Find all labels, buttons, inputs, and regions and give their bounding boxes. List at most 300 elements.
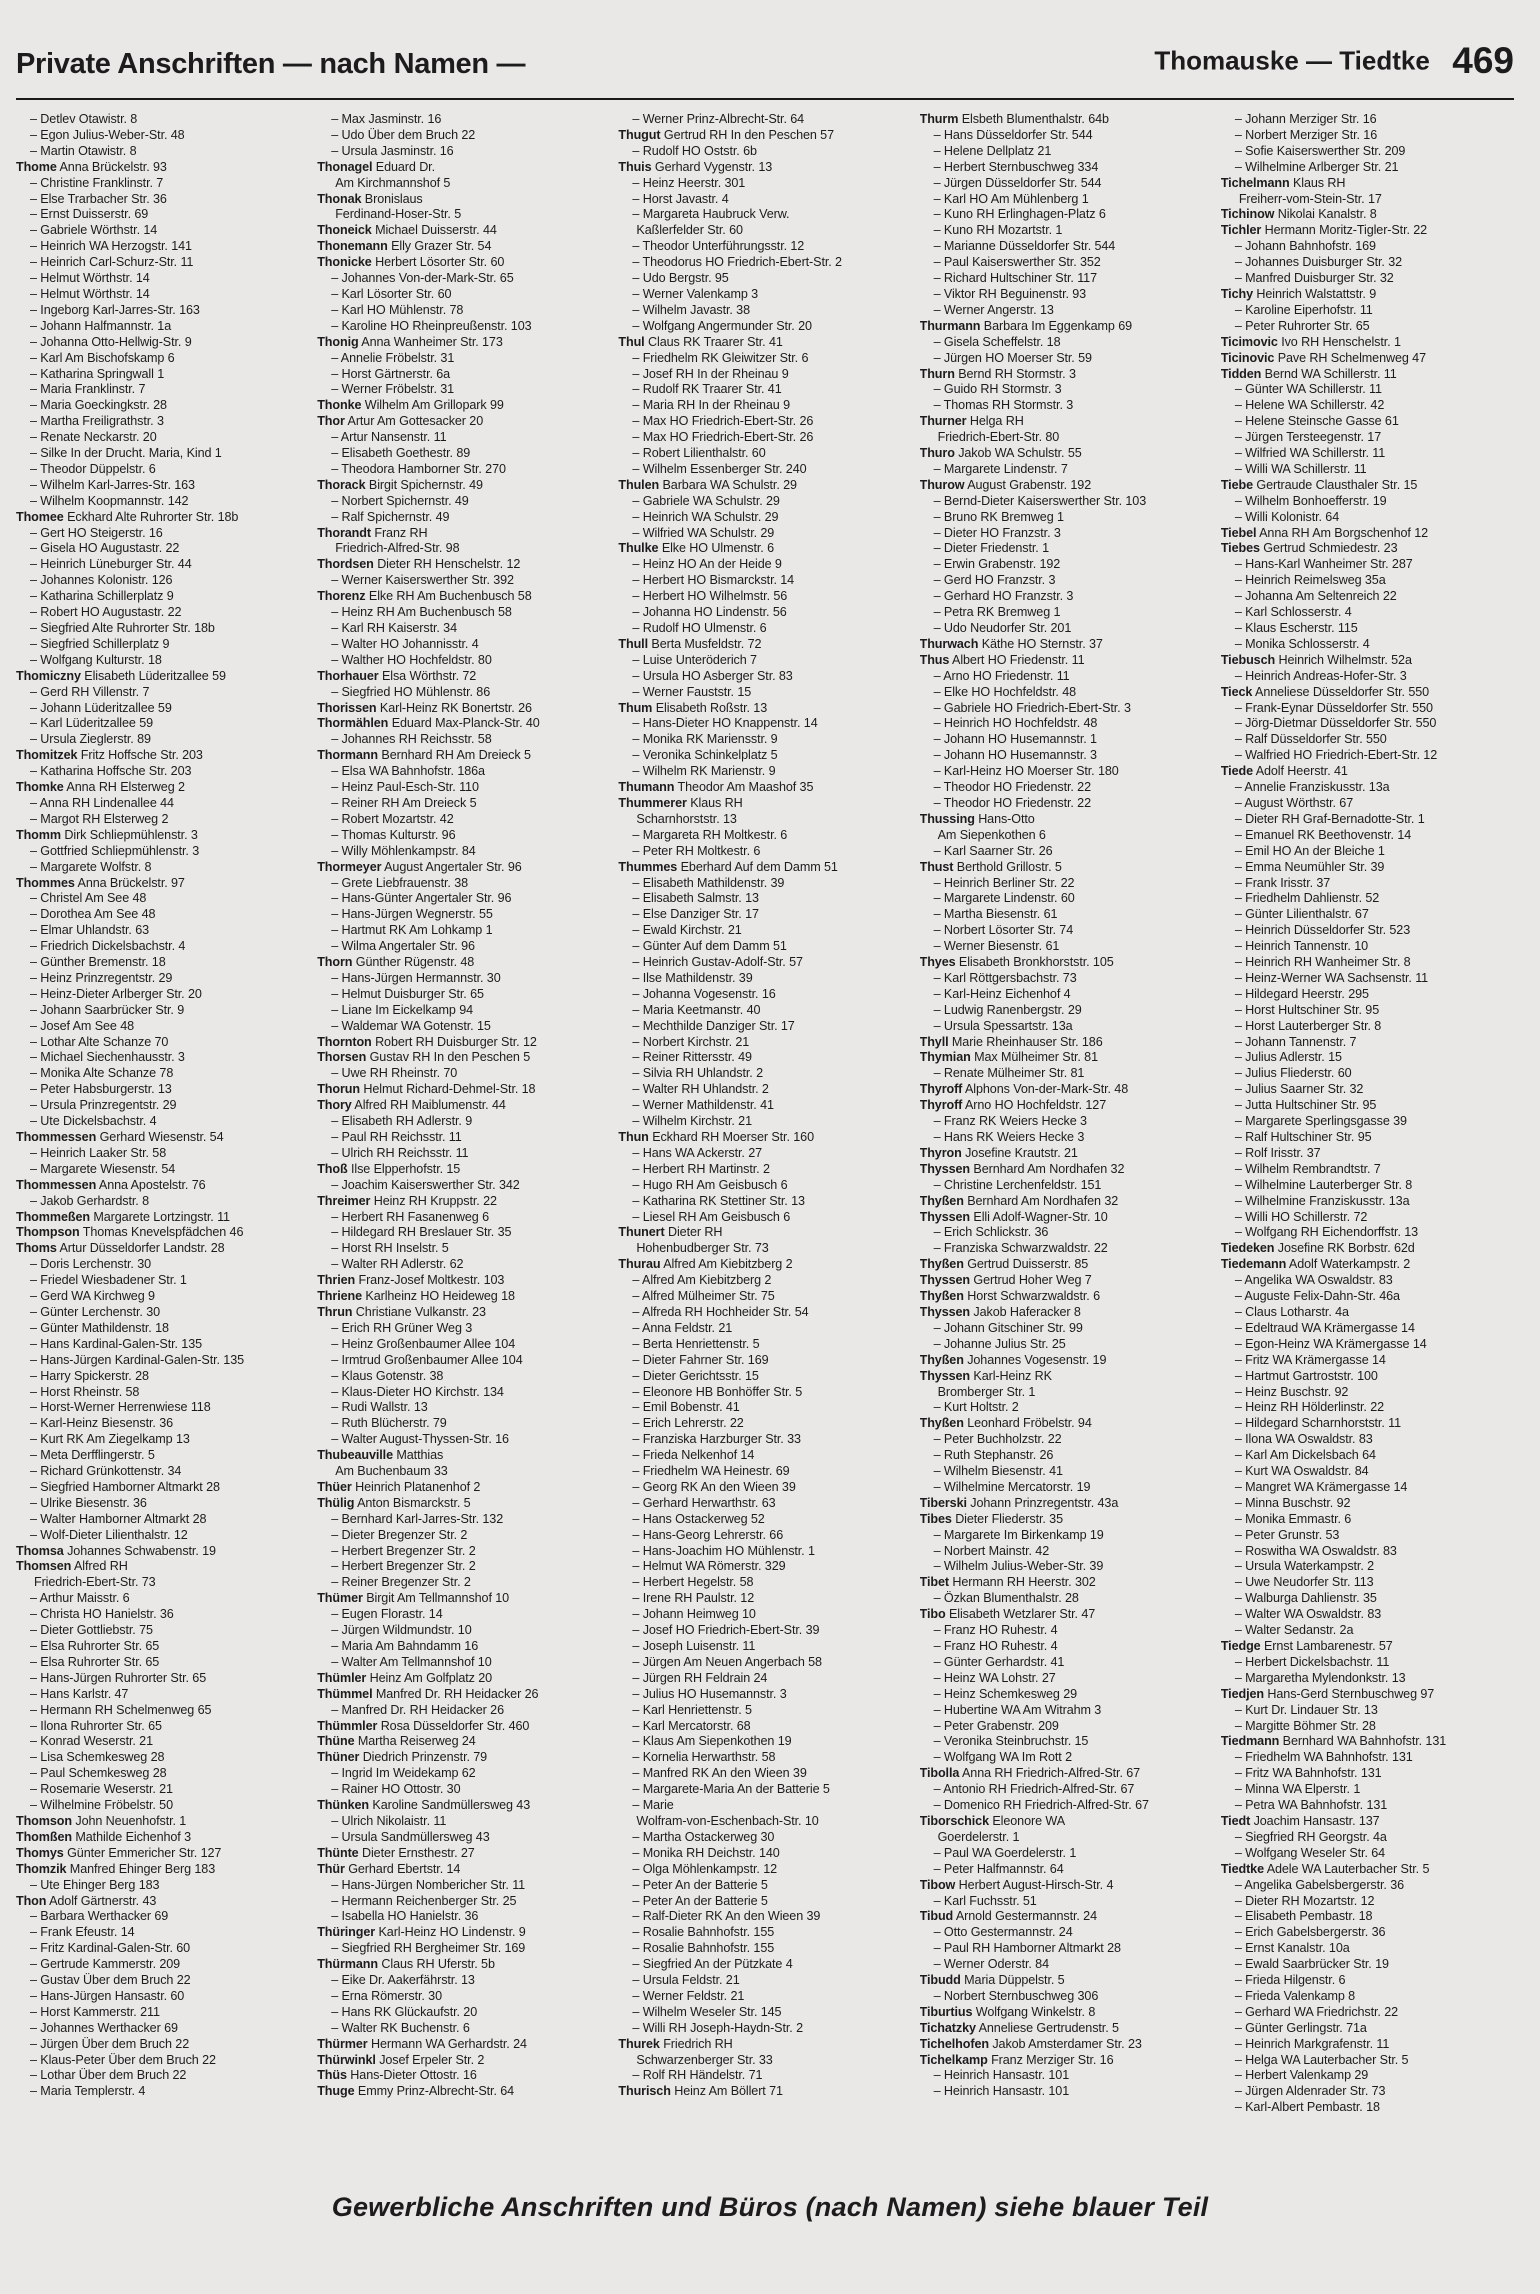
entry-details: Ivo RH Henschelstr. 1 <box>1281 334 1401 349</box>
surname: Tichy <box>1220 286 1253 301</box>
listing-entry: – Jürgen RH Feldrain 24 <box>632 1670 768 1685</box>
listing-entry: – Heinrich Andreas-Hofer-Str. 3 <box>1234 668 1407 683</box>
listing-entry: – Erich RH Grüner Weg 3 <box>331 1320 473 1335</box>
surname-entry <box>1221 207 1516 223</box>
listing-entry: – Werner Fröbelstr. 31 <box>331 382 455 397</box>
listing-entry: – Hans-Jürgen Nombericher Str. 11 <box>331 1877 526 1892</box>
listing-entry: – Guido RH Stormstr. 3 <box>933 382 1062 397</box>
surname-entry <box>317 414 612 430</box>
entry-details: Hermann WA Gerhardstr. 24 <box>371 2036 527 2051</box>
listing-entry: – Frieda Valenkamp 8 <box>1234 1988 1356 2003</box>
surname-entry <box>317 1289 612 1305</box>
surname-entry <box>317 1035 612 1051</box>
listing-entry: – Hans Düsseldorfer Str. 544 <box>933 127 1093 142</box>
listing-entry: – Heinrich WA Herzogstr. 141 <box>30 239 192 254</box>
listing-entry: – Uwe Neudorfer Str. 113 <box>1234 1575 1374 1590</box>
listing-entry: – Werner Biesenstr. 61 <box>933 939 1060 954</box>
listing-entry: – Jürgen Aldenrader Str. 73 <box>1234 2084 1386 2099</box>
listing-entry: – Mangret WA Krämergasse 14 <box>1234 1479 1408 1494</box>
listing-entry: – Johann Gitschiner Str. 99 <box>933 1320 1083 1335</box>
listing-entry: – Karl Mercatorstr. 68 <box>632 1718 751 1733</box>
listing-entry: – Heinrich Düsseldorfer Str. 523 <box>1234 923 1411 938</box>
listing-entry: – Heinz-Dieter Arlberger Str. 20 <box>30 986 202 1001</box>
surname-entry <box>317 2084 612 2100</box>
entry-details: Manfred Ehinger Berg 183 <box>69 1861 216 1876</box>
surname-entry <box>317 1719 612 1735</box>
surname-entry <box>920 1098 1215 1114</box>
entry-details: Anna RH Friedrich-Alfred-Str. 67 <box>961 1766 1141 1781</box>
address-continuation: Bromberger Str. 1 <box>937 1384 1036 1399</box>
listing-entry: – Erich Schlickstr. 36 <box>933 1225 1049 1240</box>
entry-details: Dieter Fliederstr. 35 <box>955 1511 1063 1526</box>
listing-entry: – Fritz WA Bahnhofstr. 131 <box>1234 1766 1382 1781</box>
listing-entry: – Wilhelm Koopmannstr. 142 <box>30 493 189 508</box>
listing-entry: – Paul Kaiserswerther Str. 352 <box>933 255 1101 270</box>
entry-details: Jakob WA Schulstr. 55 <box>958 446 1082 461</box>
listing-entry: – Heinrich WA Schulstr. 29 <box>632 509 779 524</box>
address-continuation: Wolfram-von-Eschenbach-Str. 10 <box>636 1813 819 1828</box>
listing-entry: – Peter Halfmannstr. 64 <box>933 1861 1064 1876</box>
listing-entry: – Franz RK Weiers Hecke 3 <box>933 1114 1087 1129</box>
listing-entry: – Gerd RH Villenstr. 7 <box>30 684 150 699</box>
surname: Thulke <box>618 541 659 556</box>
listing-entry: – Richard Grünkottenstr. 34 <box>30 1464 182 1479</box>
entry-details: Helga RH <box>969 414 1024 429</box>
entry-details: Franz Merziger Str. 16 <box>991 2052 1114 2067</box>
surname: Thyßen <box>919 1416 964 1431</box>
listing-entry: – Herbert HO Bismarckstr. 14 <box>632 573 795 588</box>
listing-entry: – Karl-Albert Pembastr. 18 <box>1234 2100 1380 2115</box>
surname: Thonagel <box>317 159 373 174</box>
surname-entry <box>317 255 612 271</box>
listing-entry: – Johann Merziger Str. 16 <box>1234 112 1377 126</box>
listing-entry: – Lothar Alte Schanze 70 <box>30 1034 169 1049</box>
listing-entry: – Erna Römerstr. 30 <box>331 1988 442 2003</box>
surname-entry <box>1221 351 1516 367</box>
listing-entry: – Bernhard Karl-Jarres-Str. 132 <box>331 1511 504 1526</box>
entry-details: Karl-Heinz RK <box>973 1368 1052 1383</box>
listing-entry: – Hans-Joachim HO Mühlenstr. 1 <box>632 1543 815 1558</box>
listing-entry: – Friedel Wiesbadener Str. 1 <box>30 1273 187 1288</box>
entry-details: Berta Musfeldstr. 72 <box>651 636 762 651</box>
listing-entry: – Gerhard Herwarthstr. 63 <box>632 1495 776 1510</box>
listing-entry: – Angelika Gabelsbergerstr. 36 <box>1234 1877 1405 1892</box>
listing-entry: – Walter RH Adlerstr. 62 <box>331 1257 464 1272</box>
surname: Tiebusch <box>1220 652 1276 667</box>
surname-entry <box>317 398 612 414</box>
listing-entry: – Hans-Jürgen Wegnerstr. 55 <box>331 907 493 922</box>
listing-entry: – Petra RK Bremweg 1 <box>933 605 1061 620</box>
listing-entry: – Hugo RH Am Geisbusch 6 <box>632 1177 788 1192</box>
surname: Tichelhofen <box>919 2036 989 2051</box>
entry-details: Mathilde Eichenhof 3 <box>75 1829 191 1844</box>
listing-entry: – Hans-Jürgen Ruhrorter Str. 65 <box>30 1670 207 1685</box>
entry-details: Anna RH Elsterweg 2 <box>66 780 185 795</box>
listing-entry: – Roswitha WA Oswaldstr. 83 <box>1234 1543 1397 1558</box>
listing-entry: – Wolfgang RH Eichendorffstr. 13 <box>1234 1225 1419 1240</box>
listing-entry: – Rudi Wallstr. 13 <box>331 1400 428 1415</box>
surname-entry <box>920 367 1215 383</box>
listing-entry: – Konrad Weserstr. 21 <box>30 1734 153 1749</box>
listing-entry: – Domenico RH Friedrich-Alfred-Str. 67 <box>933 1798 1149 1813</box>
entry-details: Elke HO Ulmenstr. 6 <box>661 541 774 556</box>
listing-entry: – Hartmut Gartroststr. 100 <box>1234 1368 1378 1383</box>
listing-entry: – Maria RH In der Rheinau 9 <box>632 398 791 413</box>
listing-entry: – Elsa WA Bahnhofstr. 186a <box>331 764 485 779</box>
listing-entry: – Alfred Am Kiebitzberg 2 <box>632 1273 772 1288</box>
listing-entry: – Maria Franklinstr. 7 <box>30 382 146 397</box>
surname-entry <box>920 1050 1215 1066</box>
listing-entry: – Margitte Böhmer Str. 28 <box>1234 1718 1376 1733</box>
listing-entry: – Silvia RH Uhlandstr. 2 <box>632 1066 763 1081</box>
listing-entry: – Johannes Duisburger Str. 32 <box>1234 255 1403 270</box>
surname-entry <box>920 414 1215 430</box>
entry-details: Emmy Prinz-Albrecht-Str. 64 <box>357 2084 515 2099</box>
listing-entry: – Wilhelm Javastr. 38 <box>632 302 750 317</box>
listing-entry: – Gottfried Schliepmühlenstr. 3 <box>30 843 200 858</box>
surname: Thomsen <box>16 1559 72 1574</box>
listing-entry: – Wilma Angertaler Str. 96 <box>331 939 475 954</box>
listing-entry: – Heinz Buschstr. 92 <box>1234 1384 1349 1399</box>
surname: Thrien <box>317 1273 356 1288</box>
listing-entry: – Marie <box>632 1798 674 1813</box>
listing-entry: – Heinz RH Hölderlinstr. 22 <box>1234 1400 1384 1415</box>
surname-entry <box>618 128 913 144</box>
listing-entry: – Heinz-Werner WA Sachsenstr. 11 <box>1234 970 1429 985</box>
surname-entry <box>317 955 612 971</box>
listing-entry: – Paul WA Goerdelerstr. 1 <box>933 1845 1077 1860</box>
listing-entry: – Klaus Am Siepenkothen 19 <box>632 1734 792 1749</box>
listing-entry: – Günter Gerhardstr. 41 <box>933 1654 1065 1669</box>
listing-entry: – Margarete-Maria An der Batterie 5 <box>632 1782 830 1797</box>
surname-entry <box>618 1257 913 1273</box>
listing-entry: – Gabriele HO Friedrich-Ebert-Str. 3 <box>933 700 1131 715</box>
surname: Thyssen <box>919 1273 971 1288</box>
entry-details: Elisabeth Bronkhorststr. 105 <box>958 955 1114 970</box>
entry-details: Anneliese Düsseldorfer Str. 550 <box>1255 684 1430 699</box>
listing-entry: – Margarete Im Birkenkamp 19 <box>933 1527 1104 1542</box>
surname: Thünte <box>317 1845 359 1860</box>
listing-entry: – Eike Dr. Aakerfährstr. 13 <box>331 1973 475 1988</box>
listing-entry: – Hildegard Heerstr. 295 <box>1234 986 1369 1001</box>
listing-entry: – Ursula HO Asberger Str. 83 <box>632 668 793 683</box>
listing-entry: – Franziska Harzburger Str. 33 <box>632 1432 801 1447</box>
surname: Thomzik <box>16 1861 67 1876</box>
listing-entry: – Wilhelmine Arlberger Str. 21 <box>1234 159 1399 174</box>
surname-entry <box>1221 478 1516 494</box>
entry-details: Gertrud Duisserstr. 85 <box>967 1257 1089 1272</box>
listing-entry: – Werner Mathildenstr. 41 <box>632 1098 774 1113</box>
listing-entry: – Renate Mülheimer Str. 81 <box>933 1066 1085 1081</box>
surname-entry <box>618 541 913 557</box>
listing-entry: – Theodor Düppelstr. 6 <box>30 461 156 476</box>
surname-entry <box>317 1098 612 1114</box>
listing-entry: – Willi Kolonistr. 64 <box>1234 509 1340 524</box>
entry-details: Adolf Waterkampstr. 2 <box>1288 1257 1411 1272</box>
surname: Thurau <box>618 1257 661 1272</box>
listing-entry: – Peter An der Batterie 5 <box>632 1877 768 1892</box>
entry-details: Dieter RH <box>667 1225 723 1240</box>
listing-entry: – Norbert Lösorter Str. 74 <box>933 923 1074 938</box>
listing-entry: – Heinrich RH Wanheimer Str. 8 <box>1234 955 1411 970</box>
listing-entry: – Günter Mathildenstr. 18 <box>30 1320 169 1335</box>
surname-entry <box>317 860 612 876</box>
surname-entry <box>317 1050 612 1066</box>
listing-entry: – Johann Saarbrücker Str. 9 <box>30 1002 185 1017</box>
listing-entry: – Johannes Werthacker 69 <box>30 2020 178 2035</box>
listing-entry: – Erich Lehrerstr. 22 <box>632 1416 744 1431</box>
listing-entry: – Julius Adlerstr. 15 <box>1234 1050 1342 1065</box>
listing-entry: – Helmut Duisburger Str. 65 <box>331 986 484 1001</box>
entry-details: Hans-Gerd Sternbuschweg 97 <box>1267 1686 1435 1701</box>
listing-entry: – Ralf Hultschiner Str. 95 <box>1234 1130 1372 1144</box>
entry-details: Johannes Vogesenstr. 19 <box>967 1352 1107 1367</box>
surname-entry <box>920 1496 1215 1512</box>
surname: Thulen <box>618 477 660 492</box>
surname-entry <box>1221 1814 1516 1830</box>
address-continuation: Ferdinand-Hoser-Str. 5 <box>335 207 462 222</box>
listing-entry: – Egon Julius-Weber-Str. 48 <box>30 127 185 142</box>
listing-entry: – Ulrich RH Reichsstr. 11 <box>331 1145 469 1160</box>
surname-entry <box>16 1210 311 1226</box>
listing-entry: – Werner Prinz-Albrecht-Str. 64 <box>632 112 805 126</box>
listing-entry: – Peter Ruhrorter Str. 65 <box>1234 318 1370 333</box>
listing-entry: – Heinrich Carl-Schurz-Str. 11 <box>30 255 194 270</box>
surname-entry <box>920 2005 1215 2021</box>
surname: Thümmler <box>317 1718 378 1733</box>
listing-entry: – Wolfgang WA Im Rott 2 <box>933 1750 1072 1765</box>
entry-details: Eleonore WA <box>992 1813 1066 1828</box>
listing-entry: – Walter Hamborner Altmarkt 28 <box>30 1511 207 1526</box>
entry-details: Karlheinz HO Heideweg 18 <box>365 1289 515 1304</box>
surname: Thyll <box>919 1034 949 1049</box>
listing-entry: – Reiner RH Am Dreieck 5 <box>331 795 477 810</box>
listing-entry: – Paul RH Reichsstr. 11 <box>331 1130 462 1144</box>
surname: Thomson <box>16 1813 72 1828</box>
surname-entry <box>16 1559 311 1575</box>
listing-entry: – Theodor HO Friedenstr. 22 <box>933 780 1091 795</box>
listing-entry: – Christa HO Hanielstr. 36 <box>30 1607 174 1622</box>
listing-entry: – Heinrich Reimelsweg 35a <box>1234 573 1386 588</box>
surname-entry <box>1221 176 1516 192</box>
listing-entry: – Julius HO Husemannstr. 3 <box>632 1686 787 1701</box>
listing-entry: – Elisabeth Goethestr. 89 <box>331 446 471 461</box>
listing-entry: – Alfreda RH Hochheider Str. 54 <box>632 1304 809 1319</box>
listing-entry: – Arno HO Friedenstr. 11 <box>933 668 1070 683</box>
listing-entry: – Katharina Springwall 1 <box>30 366 165 381</box>
surname-entry <box>618 1225 913 1241</box>
listing-entry: – Doris Lerchenstr. 30 <box>30 1257 152 1272</box>
surname-entry <box>317 1862 612 1878</box>
entry-details: Christiane Vulkanstr. 23 <box>355 1304 486 1319</box>
listing-entry: – Horst Kammerstr. 211 <box>30 2004 160 2019</box>
surname: Tiebel <box>1220 525 1257 540</box>
listing-entry: – Barbara Werthacker 69 <box>30 1909 169 1924</box>
entry-details: Max Mülheimer Str. 81 <box>974 1050 1098 1065</box>
listing-entry: – Günter Lilienthalstr. 67 <box>1234 907 1369 922</box>
listing-entry: – Johannes RH Reichsstr. 58 <box>331 732 492 747</box>
surname: Thuro <box>919 446 955 461</box>
surname: Thyes <box>919 955 956 970</box>
surname-entry <box>920 1766 1215 1782</box>
listing-entry: – Olga Möhlenkampstr. 12 <box>632 1861 778 1876</box>
surname: Thorandt <box>317 525 371 540</box>
listing-entry: – Willy Möhlenkampstr. 84 <box>331 843 476 858</box>
listing-entry: – Kurt Dr. Lindauer Str. 13 <box>1234 1702 1378 1717</box>
listing-entry: – Frieda Hilgenstr. 6 <box>1234 1973 1346 1988</box>
listing-entry: – Karl HO Am Mühlenberg 1 <box>933 191 1089 206</box>
header-rule <box>16 98 1514 100</box>
listing-entry: – Meta Derfflingerstr. 5 <box>30 1448 155 1463</box>
listing-entry: – Hildegard Scharnhorststr. 11 <box>1234 1416 1401 1431</box>
listing-entry: – Karl RH Kaiserstr. 34 <box>331 621 457 635</box>
listing-entry: – Ursula Spessartstr. 13a <box>933 1018 1073 1033</box>
listing-entry: – Karl-Heinz Eichenhof 4 <box>933 986 1071 1001</box>
listing-entry: – Wilhelmine Lauterberger Str. 8 <box>1234 1177 1413 1192</box>
listing-entry: – Josef HO Friedrich-Ebert-Str. 39 <box>632 1623 820 1638</box>
entry-details: Helmut Richard-Dehmel-Str. 18 <box>363 1082 536 1097</box>
surname-entry <box>1221 223 1516 239</box>
listing-entry: – Silke In der Drucht. Maria, Kind 1 <box>30 446 222 461</box>
listing-entry: – Walter RH Uhlandstr. 2 <box>632 1082 769 1097</box>
listing-entry: – Hans-Jürgen Hermannstr. 30 <box>331 970 501 985</box>
listing-entry: – Josef RH In der Rheinau 9 <box>632 366 789 381</box>
entry-details: Claus RK Traarer Str. 41 <box>648 334 783 349</box>
entry-details: Dieter RH Henschelstr. 12 <box>377 557 521 572</box>
listing-entry: – Siegfried HO Mühlenstr. 86 <box>331 684 491 699</box>
listing-entry: – Martha Ostackerweg 30 <box>632 1829 775 1844</box>
surname-entry <box>618 780 913 796</box>
surname: Thuis <box>618 159 652 174</box>
entry-details: Eduard Max-Planck-Str. 40 <box>391 716 540 731</box>
listing-entry: – Ingrid Im Weidekamp 62 <box>331 1766 476 1781</box>
entry-details: Josefine Krautstr. 21 <box>965 1145 1078 1160</box>
surname: Thorn <box>317 955 353 970</box>
surname-entry <box>920 1973 1215 1989</box>
entry-details: Günter Emmericher Str. 127 <box>67 1845 222 1860</box>
surname: Thust <box>919 859 954 874</box>
entry-details: Anton Bismarckstr. 5 <box>357 1495 471 1510</box>
listing-entry: – Johanna Vogesenstr. 16 <box>632 986 776 1001</box>
listing-entry: – Siegfried Hamborner Altmarkt 28 <box>30 1479 220 1494</box>
listing-entry: – Gisela Scheffelstr. 18 <box>933 334 1061 349</box>
surname: Tibudd <box>919 1973 961 1988</box>
surname: Thurner <box>919 414 967 429</box>
surname: Thoms <box>16 1241 57 1256</box>
listing-entry: – Max HO Friedrich-Ebert-Str. 26 <box>632 430 814 445</box>
surname-entry <box>920 1814 1215 1830</box>
entry-details: Barbara Im Eggenkamp 69 <box>983 318 1133 333</box>
listing-entry: – Karl Am Dickelsbach 64 <box>1234 1448 1376 1463</box>
listing-entry: – Dieter RH Mozartstr. 12 <box>1234 1893 1375 1908</box>
surname-entry <box>317 1496 612 1512</box>
surname: Thummes <box>618 859 678 874</box>
entry-details: Margarete Lortzingstr. 11 <box>93 1209 230 1224</box>
listing-entry: – Friedhelm Dahlienstr. 52 <box>1234 891 1380 906</box>
surname: Thurwach <box>919 636 979 651</box>
listing-entry: – Manfred RK An den Wieen 39 <box>632 1766 807 1781</box>
surname-entry <box>920 860 1215 876</box>
listing-entry: – Else Danziger Str. 17 <box>632 907 759 922</box>
surname-entry <box>1221 1639 1516 1655</box>
listing-entry: – Auguste Felix-Dahn-Str. 46a <box>1234 1289 1400 1304</box>
listing-entry: – Renate Neckarstr. 20 <box>30 430 157 445</box>
listing-entry: – Lisa Schemkesweg 28 <box>30 1750 165 1765</box>
listing-entry: – Theodora Hamborner Str. 270 <box>331 461 506 476</box>
entry-details: Johannes Schwabenstr. 19 <box>67 1543 216 1558</box>
listing-entry: – Heinrich HO Hochfeldstr. 48 <box>933 716 1098 731</box>
listing-entry: – Monika Alte Schanze 78 <box>30 1066 174 1081</box>
entry-details: Bernhard Am Nordhafen 32 <box>967 1193 1119 1208</box>
surname-entry <box>618 860 913 876</box>
listing-entry: – Annelie Fröbelstr. 31 <box>331 350 455 365</box>
listing-entry: – Dieter Gottliebstr. 75 <box>30 1623 153 1638</box>
listing-entry: – Peter RH Moltkestr. 6 <box>632 843 761 858</box>
surname: Tiedemann <box>1220 1257 1287 1272</box>
surname-entry <box>317 1957 612 1973</box>
listing-entry: – Werner Kaiserswerther Str. 392 <box>331 573 514 588</box>
surname-entry <box>317 1082 612 1098</box>
entry-details: Eckhard Alte Ruhrorter Str. 18b <box>67 509 239 524</box>
listing-entry: – Uwe RH Rheinstr. 70 <box>331 1066 458 1081</box>
entry-details: Alfred RH <box>74 1559 128 1574</box>
address-continuation: Hohenbudberger Str. 73 <box>636 1241 769 1256</box>
surname-entry <box>920 1035 1215 1051</box>
surname-entry <box>920 1878 1215 1894</box>
listing-entry: – Rudolf HO Ulmenstr. 6 <box>632 621 767 635</box>
listing-entry: – Elisabeth Salmstr. 13 <box>632 891 759 906</box>
listing-entry: – Hans WA Ackerstr. 27 <box>632 1145 763 1160</box>
surname: Thonig <box>317 334 359 349</box>
listing-entry: – Ludwig Ranenbergstr. 29 <box>933 1002 1082 1017</box>
surname-entry <box>317 716 612 732</box>
listing-entry: – Kuno RH Mozartstr. 1 <box>933 223 1063 238</box>
listing-entry: – Elsa Ruhrorter Str. 65 <box>30 1654 160 1669</box>
listing-column-4 <box>920 112 1215 2162</box>
listing-entry: – Rosalie Bahnhofstr. 155 <box>632 1925 775 1940</box>
surname: Thommessen <box>16 1177 97 1192</box>
surname: Thyroff <box>919 1082 963 1097</box>
listing-entry: – Herbert Bregenzer Str. 2 <box>331 1543 476 1558</box>
listing-entry: – Manfred Duisburger Str. 32 <box>1234 271 1394 286</box>
listing-entry: – Rolf RH Händelstr. 71 <box>632 2068 763 2083</box>
page-number: 469 <box>1452 40 1514 81</box>
listing-entry: – Monika RH Deichstr. 140 <box>632 1845 780 1860</box>
listing-entry: – Johann HO Husemannstr. 3 <box>933 748 1097 763</box>
entry-details: Gertrud RH In den Peschen 57 <box>663 127 834 142</box>
address-continuation: Schwarzenberger Str. 33 <box>636 2052 773 2067</box>
listing-entry: – Friedrich Dickelsbachstr. 4 <box>30 939 186 954</box>
entry-details: Anna Brückelstr. 97 <box>77 875 185 890</box>
surname-entry <box>920 1194 1215 1210</box>
surname: Tidden <box>1220 366 1262 381</box>
surname: Thory <box>317 1098 352 1113</box>
surname: Thüs <box>317 2068 347 2083</box>
surname-entry <box>920 1257 1215 1273</box>
surname: Thul <box>618 334 645 349</box>
listing-entry: – Jürgen Wildmundstr. 10 <box>331 1623 472 1638</box>
surname-entry <box>1221 1862 1516 1878</box>
entry-details: Thomas Knevelspfädchen 46 <box>82 1225 244 1240</box>
listing-entry: – Jürgen HO Moerser Str. 59 <box>933 350 1092 365</box>
listing-entry: – Waldemar WA Gotenstr. 15 <box>331 1018 491 1033</box>
surname-entry <box>920 2053 1215 2069</box>
surname-entry <box>317 335 612 351</box>
listing-entry: – Wilhelm Biesenstr. 41 <box>933 1464 1063 1479</box>
entry-details: Birgit Spichernstr. 49 <box>368 477 483 492</box>
surname-entry <box>920 1353 1215 1369</box>
listing-entry: – Günter Gerlingstr. 71a <box>1234 2020 1367 2035</box>
